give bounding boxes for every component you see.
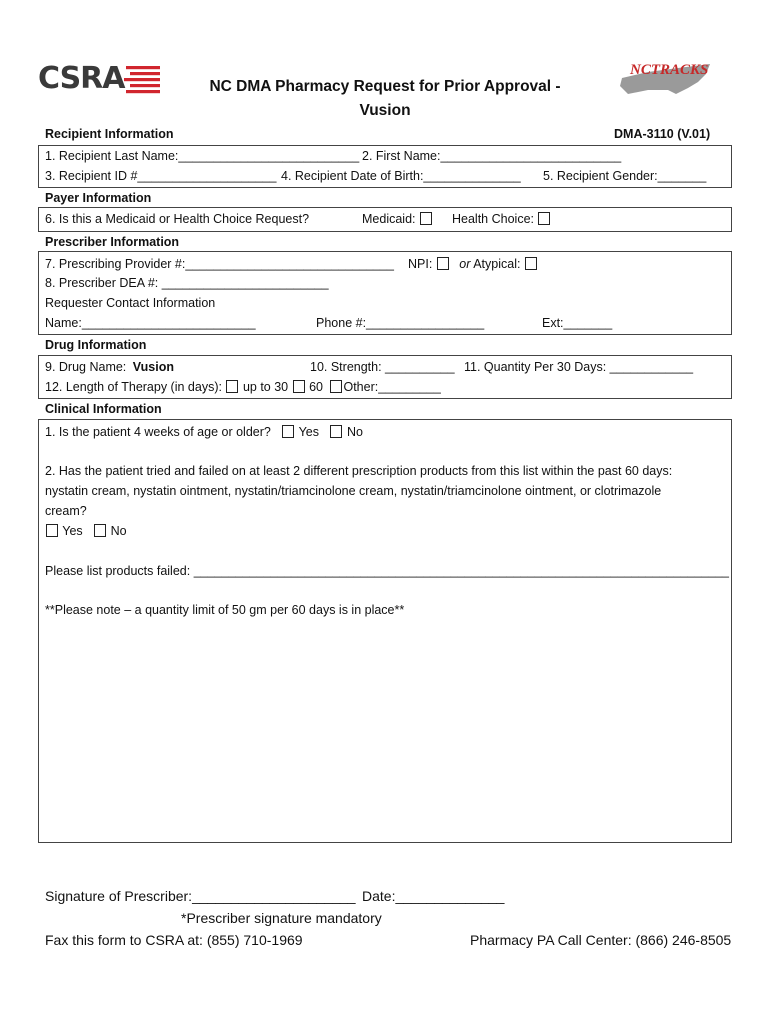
health-choice-checkbox[interactable] xyxy=(538,212,550,225)
page-title-line1: NC DMA Pharmacy Request for Prior Approval - xyxy=(209,78,561,95)
quantity-limit-note: **Please note – a quantity limit of 50 gm per 60 days is in place** xyxy=(45,603,405,617)
clinical-q2-line1: 2. Has the patient tried and failed on at least 2 different prescription products from this list within the past 60 days: xyxy=(45,464,673,478)
q2-no-label: No xyxy=(110,524,127,538)
page-title xyxy=(160,78,610,120)
recipient-gender-field[interactable]: 5. Recipient Gender:_______ xyxy=(543,169,707,183)
npi-label: NPI: xyxy=(408,257,433,271)
recipient-id-field[interactable]: 3. Recipient ID #____________________ xyxy=(45,169,277,183)
q2-yes-checkbox[interactable] xyxy=(46,524,58,537)
medicaid-option xyxy=(362,212,433,226)
q2-no-checkbox[interactable] xyxy=(94,524,106,537)
fax-number: Fax this form to CSRA at: (855) 710-1969 xyxy=(45,932,303,948)
clinical-box xyxy=(38,419,732,843)
clinical-q2-line3: cream? xyxy=(45,504,87,518)
call-center-number: Pharmacy PA Call Center: (866) 246-8505 xyxy=(470,932,732,948)
csra-logo-text: CSRA xyxy=(38,61,125,96)
csra-flag-icon xyxy=(122,65,162,95)
clinical-q1-label: 1. Is the patient 4 weeks of age or older? xyxy=(45,425,271,439)
products-failed-field[interactable]: Please list products failed: _____________________________________________________________________________ xyxy=(45,564,729,578)
recipient-first-name-field[interactable]: 2. First Name:__________________________ xyxy=(362,149,622,163)
health-choice-label: Health Choice: xyxy=(452,212,534,226)
sixty-label: 60 xyxy=(309,380,323,394)
other-field[interactable]: Other:_________ xyxy=(343,380,441,394)
therapy-length-label: 12. Length of Therapy (in days): xyxy=(45,380,222,394)
atypical-label: Atypical: xyxy=(473,257,521,271)
payer-question: 6. Is this a Medicaid or Health Choice Request? xyxy=(45,212,310,226)
csra-logo xyxy=(38,62,125,96)
recipient-last-name-field[interactable]: 1. Recipient Last Name:__________________________ xyxy=(45,149,360,163)
drug-name-field xyxy=(45,360,174,374)
page-title-line2: Vusion xyxy=(359,102,411,119)
up-to-30-label: up to 30 xyxy=(242,380,289,394)
payer-section-label: Payer Information xyxy=(45,191,152,205)
requester-phone-field[interactable]: Phone #:_________________ xyxy=(316,316,485,330)
other-checkbox[interactable] xyxy=(330,380,342,393)
requester-ext-field[interactable]: Ext:_______ xyxy=(542,316,613,330)
requester-contact-label: Requester Contact Information xyxy=(45,296,216,310)
strength-field[interactable]: 10. Strength: __________ xyxy=(310,360,455,374)
prescribing-provider-field[interactable]: 7. Prescribing Provider #:______________________________ xyxy=(45,257,394,271)
recipient-section-label: Recipient Information xyxy=(45,127,174,141)
drug-section-label: Drug Information xyxy=(45,338,147,352)
medicaid-label: Medicaid: xyxy=(362,212,416,226)
q1-no-checkbox[interactable] xyxy=(330,425,342,438)
recipient-dob-field[interactable]: 4. Recipient Date of Birth:______________ xyxy=(281,169,521,183)
or-label: or xyxy=(459,257,471,271)
npi-checkbox[interactable] xyxy=(437,257,449,270)
prescriber-dea-field[interactable]: 8. Prescriber DEA #: ________________________ xyxy=(45,276,329,290)
q1-no-label: No xyxy=(346,425,363,439)
sixty-checkbox[interactable] xyxy=(293,380,305,393)
quantity-field[interactable]: 11. Quantity Per 30 Days: ____________ xyxy=(464,360,694,374)
clinical-q1-row xyxy=(45,425,363,439)
requester-name-field[interactable]: Name:_________________________ xyxy=(45,316,256,330)
up-to-30-checkbox[interactable] xyxy=(226,380,238,393)
q1-yes-checkbox[interactable] xyxy=(282,425,294,438)
nctracks-logo-text: NCTRACKS xyxy=(630,62,709,78)
nctracks-logo xyxy=(618,56,714,100)
signature-mandatory-note: *Prescriber signature mandatory xyxy=(181,910,382,926)
health-choice-option xyxy=(452,212,551,226)
drug-name-value: Vusion xyxy=(132,360,174,374)
signature-date-field[interactable]: Date:______________ xyxy=(362,888,505,904)
clinical-section-label: Clinical Information xyxy=(45,402,162,416)
clinical-q2-options xyxy=(45,524,127,538)
medicaid-checkbox[interactable] xyxy=(420,212,432,225)
clinical-q2-line2: nystatin cream, nystatin ointment, nystatin/triamcinolone cream, nystatin/triamcinolone ointment, or clotrimazole xyxy=(45,484,662,498)
q2-yes-label: Yes xyxy=(62,524,83,538)
prescriber-section-label: Prescriber Information xyxy=(45,235,180,249)
drug-name-label: 9. Drug Name: xyxy=(45,360,127,374)
prescriber-signature-field[interactable]: Signature of Prescriber:_____________________ xyxy=(45,888,356,904)
therapy-length-row xyxy=(45,380,441,394)
q1-yes-label: Yes xyxy=(298,425,319,439)
atypical-checkbox[interactable] xyxy=(525,257,537,270)
form-id: DMA-3110 (V.01) xyxy=(614,127,711,141)
npi-option xyxy=(408,257,538,271)
